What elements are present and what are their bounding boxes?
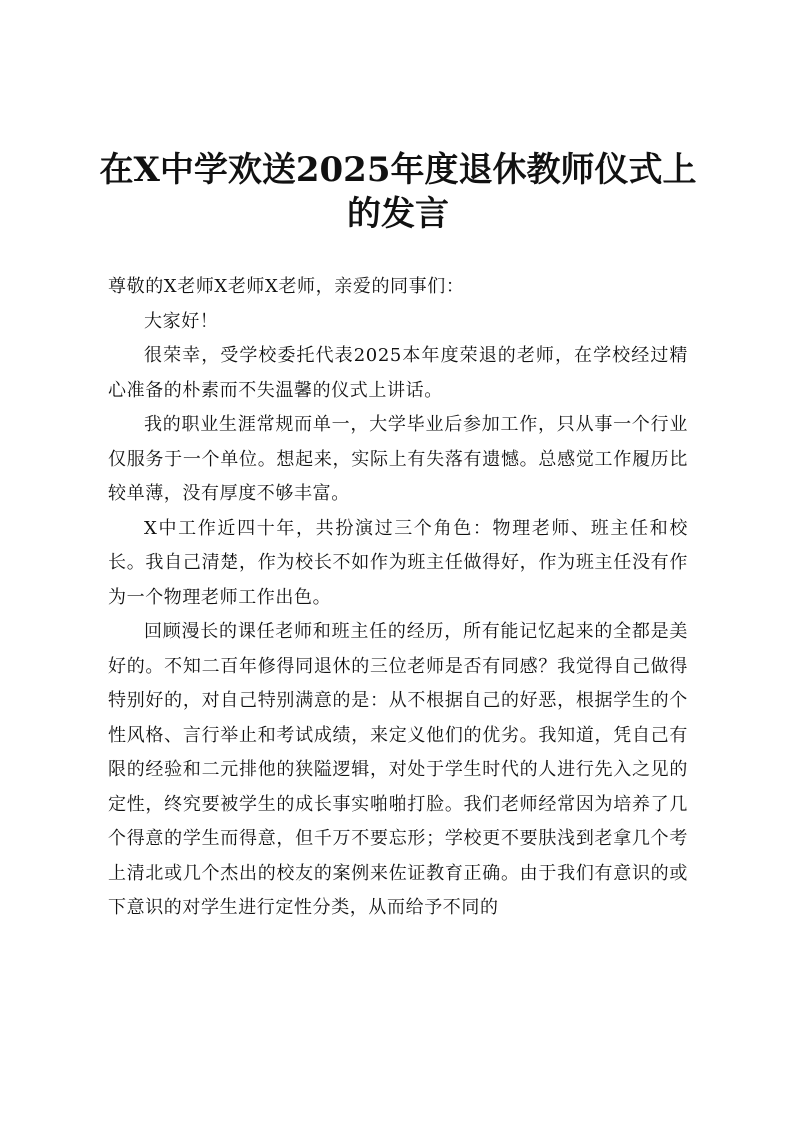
document-body bbox=[108, 270, 688, 926]
document-page bbox=[99, 0, 697, 1122]
salutation: 尊敬的X老师X老师X老师，亲爱的同事们： bbox=[108, 276, 465, 297]
paragraph-greeting: 大家好！ bbox=[144, 310, 219, 332]
document-title: 在X中学欢送2025年度退休教师仪式上的发言 bbox=[99, 150, 697, 234]
paragraph-reflection: 回顾漫长的课任老师和班主任的经历，所有能记忆起来的全都是美好的。不知二百年修得同退休的三位老师是否有同感？我觉得自己做得特别好的，对自己特别满意的是：从不根据自己的好恶，根据学生的个性风格、言行举止和考试成绩，来定义他们的优劣。我知道，凭自己有限的经验和二元排他的狭隘逻辑，对处于学生时代的人进行先入之见的定性，终究要被学生的成长事实啪啪打脸。我们老师经常因为培养了几个得意的学生而得意，但千万不要忘形；学校更不要肤浅到老拿几个考上清北或几个杰出的校友的案例来佐证教育正确。由于我们有意识的或下意识的对学生进行定性分类，从而给予不同的 bbox=[108, 621, 688, 918]
paragraph-career: 我的职业生涯常规而单一，大学毕业后参加工作，只从事一个行业仅服务于一个单位。想起来，实际上有失落有遗憾。总感觉工作履历比较单薄，没有厚度不够丰富。 bbox=[108, 414, 688, 504]
paragraph-honor: 很荣幸，受学校委托代表2025本年度荣退的老师，在学校经过精心准备的朴素而不失温馨的仪式上讲话。 bbox=[108, 345, 688, 401]
paragraph-roles: X中工作近四十年，共扮演过三个角色：物理老师、班主任和校长。我自己清楚，作为校长不如作为班主任做得好，作为班主任没有作为一个物理老师工作出色。 bbox=[108, 517, 688, 608]
